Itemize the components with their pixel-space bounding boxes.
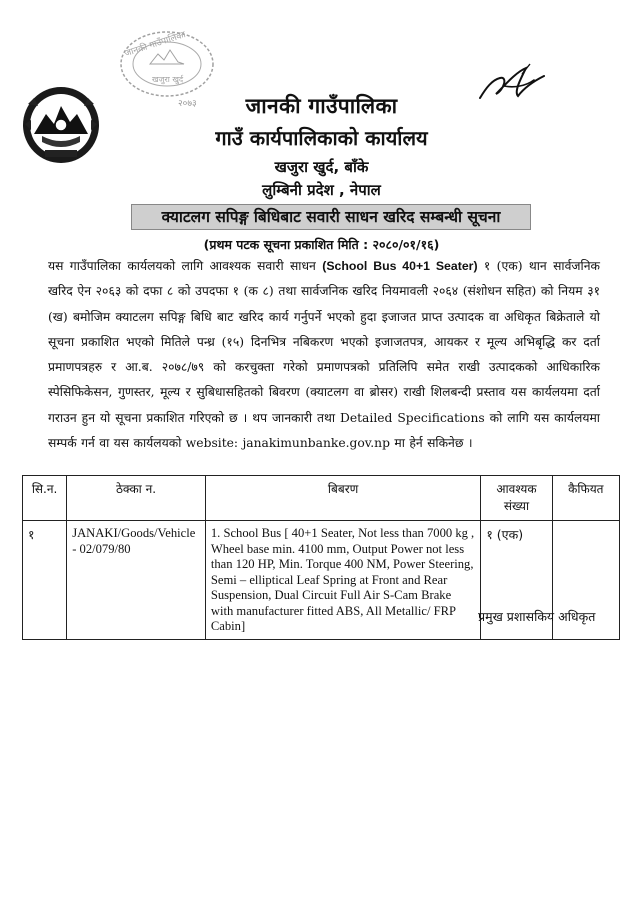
office-name: जानकी गाउँपालिका <box>245 94 398 118</box>
office-province: लुम्बिनी प्रदेश , नेपाल <box>262 181 381 199</box>
stamp-text-line1: जानकी गाउँपालिका <box>123 30 188 60</box>
office-address: खजुरा खुर्द, बाँके <box>274 158 369 176</box>
stamp-text-line2: खजुरा खुर्द <box>152 75 184 84</box>
cell-quantity: १ (एक) <box>481 521 552 640</box>
header-quantity: आवश्यक संख्या <box>481 476 552 521</box>
header-serial: सि.न. <box>23 476 67 521</box>
notice-body-part1: यस गाउँपालिका कार्यलयको लागि आवश्यक सवारी साधन <box>48 259 323 273</box>
header-description: बिबरण <box>205 476 480 521</box>
table-header-row <box>23 476 620 521</box>
signatory-title: प्रमुख प्रशासकिय अधिकृत <box>478 609 596 624</box>
header-remarks: कैफियत <box>552 476 619 521</box>
cell-contract-no: JANAKI/Goods/Vehicle - 02/079/80 <box>67 521 206 640</box>
notice-title: क्याटलग सपिङ्ग बिधिबाट सवारी साधन खरिद सम्बन्धी सूचना <box>131 204 531 230</box>
cell-serial: १ <box>23 521 67 640</box>
cell-description: 1. School Bus [ 40+1 Seater, Not less than 7000 kg , Wheel base min. 4100 mm, Output Power not less than 120 HP, Min. Torque 400 NM, Power Steering, Semi – elliptical Leaf Spring at Front and Rear Suspension, Dual Circuit Full Air S-Cam Brake with manufacturer fitted ABS, All Metallic/ FRP Cabin] <box>205 521 480 640</box>
notice-body-part2: १ (एक) थान सार्वजनिक खरिद ऐन २०६३ को दफा ८ को उपदफा १ (क ८) तथा सार्वजनिक खरिद नियमावली २०६४ (संशोधन सहित) को नियम ३१ (ख) बमोजिम क्याटलग सपिङ्ग बिधि बाट खरिद कार्य गर्नुपर्ने भएको हुदा इजाजत प्राप्त उत्पादक वा अधिकृत बिक्रेताले यो सूचना प्रकाशित भएको मितिले पन्ध्र (१५) दिनभित्र नबिकरण भएको इजाजतपत्र, आयकर र मूल्य अभिबृद्धि कर दर्ता प्रमाणपत्रहरु र आ.ब. २०७८/७९ को करचुक्ता गरेको प्रमाणपत्रको प्रतिलिपि समेत राखी उत्पादकको आधिकारिक स्पेसिफिकेसन, गुणस्तर, मूल्य र सुबिधासहितको बिवरण (क्याटलग वा ब्रोसर) राखी शिलबन्दी प्रस्ताव यस कार्यलयमा दर्ता गराउन हुन यो सूचना प्रकाशित गरिएको छ । थप जानकारी तथा Detailed Specifications को लागि यस कार्यलयमा सम्पर्क गर्न वा यस कार्यलयको website: janakimunbanke.gov.np मा हेर्न सकिनेछ । <box>48 259 601 451</box>
executive-office-title: गाउँ कार्यपालिकाको कार्यालय <box>215 126 428 150</box>
header-contract-no: ठेक्का न. <box>67 476 206 521</box>
publication-date: (प्रथम पटक सूचना प्रकाशित मिति : २०८०/०१/१६) <box>203 237 440 252</box>
notice-body-bold: (School Bus 40+1 Seater) <box>322 259 478 273</box>
notice-body <box>48 254 600 456</box>
stamp-year: २०७३ <box>178 99 197 109</box>
